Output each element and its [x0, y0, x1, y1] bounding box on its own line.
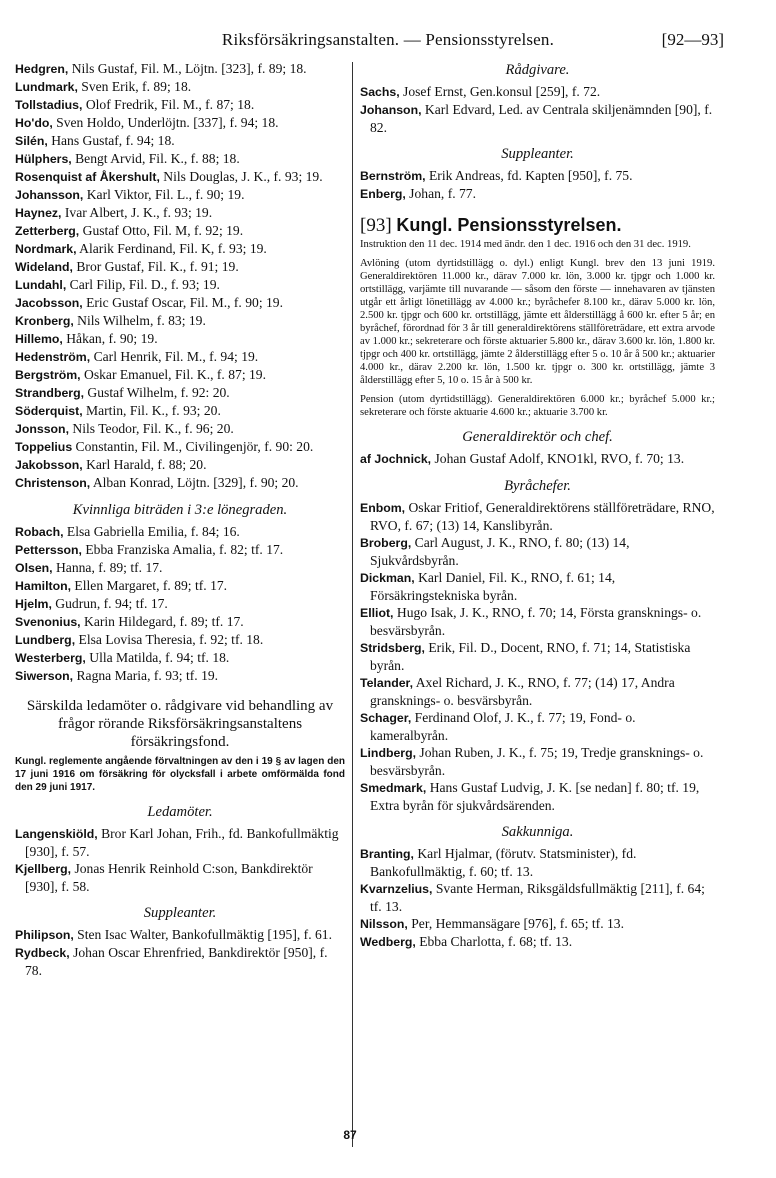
entry-surname: Nilsson, — [360, 917, 408, 931]
section-number: [93] — [360, 215, 392, 236]
page-header — [0, 22, 776, 52]
entry-surname: Enberg, — [360, 187, 406, 201]
directory-entry — [15, 420, 345, 438]
entry-surname: Toppelius — [15, 440, 73, 454]
entry-surname: Hjelm, — [15, 597, 52, 611]
entry-surname: Lundahl, — [15, 278, 67, 292]
directory-entry — [15, 523, 345, 541]
entry-surname: Sachs, — [360, 85, 400, 99]
entry-surname: Johansson, — [15, 188, 84, 202]
entry-details: Alban Konrad, Löjtn. [329], f. 90; 20. — [90, 475, 299, 490]
entry-surname: Rosenquist af Åkershult, — [15, 170, 160, 184]
entry-surname: Bergström, — [15, 368, 81, 382]
entry-surname: Rydbeck, — [15, 946, 70, 960]
directory-entry — [15, 258, 345, 276]
directory-entry — [360, 569, 715, 604]
entry-surname: Tollstadius, — [15, 98, 83, 112]
entry-surname: Nordmark, — [15, 242, 77, 256]
entry-list-generaldirektor — [360, 450, 715, 468]
section-heading-byrachefer: Byråchefer. — [504, 478, 571, 494]
entry-surname: Johanson, — [360, 103, 422, 117]
directory-entry — [360, 709, 715, 744]
entry-surname: Ho'do, — [15, 116, 53, 130]
directory-entry — [15, 456, 345, 474]
directory-entry — [360, 845, 715, 880]
entry-details: Per, Hemmansägare [976], f. 65; tf. 13. — [407, 916, 624, 931]
running-title: Riksförsäkringsanstalten. — Pensionsstyrelsen. — [221, 30, 555, 49]
section-heading-radgivare: Rådgivare. — [505, 62, 570, 78]
entry-details: Karl Daniel, Fil. K., RNO, f. 61; 14, Försäkringstekniska byrån. — [370, 570, 616, 603]
entry-surname: Enbom, — [360, 501, 406, 515]
directory-entry — [15, 438, 345, 456]
directory-entry — [15, 613, 345, 631]
entry-details: Constantin, Fil. M., Civilingenjör, f. 90: 20. — [72, 439, 314, 454]
entry-details: Bror Gustaf, Fil. K., f. 91; 19. — [72, 259, 239, 274]
section-heading-ledamoter: Ledamöter. — [147, 804, 213, 820]
entry-details: Elsa Gabriella Emilia, f. 84; 16. — [63, 524, 240, 539]
entry-details: Carl Henrik, Fil. M., f. 94; 19. — [90, 349, 259, 364]
avloning-note: Avlöning (utom dyrtidstillägg o. dyl.) enligt Kungl. brev den 13 juni 1919. Generaldirektören 11.000 kr., därav 7.000 kr. lön, 3.000 kr. tjpgr och 1.000 kr. ortstillägg, varjämte till nuvarande — såsom den förste — innehavaren av tjänsten utgår ett årligt lönetillägg av 4.000 kr.; byråchefer 8.100 kr., därav 5.000 kr. lön, 2.500 kr. tjpgr och 600 kr. ortstillägg, jämte ett ålderstillägg å 600 kr. efter 5 år; en byråchef, förordnad för 3 år till generaldirektörens ställföreträdare, ett extra arvode av 1.000 kr.; sekreterare och förste aktuarier 5.800 kr., därav 3.600 kr. lön, 1.800 kr. tjpgr och 400 kr. ortstillägg, jämte 2 ålderstillägg efter 5 o. 10 år å 500 kr.; aktuarier 4.000 kr., därav 2.200 kr. lön, 1.500 kr. tjpgr o. 300 kr. ortstillägg, jämte 3 ålderstillägg efter 5, 10 o. 15 år à 500 kr. — [360, 258, 715, 386]
entry-surname: Söderquist, — [15, 404, 83, 418]
entry-details: Axel Richard, J. K., RNO, f. 77; (14) 17, Andra gransknings- o. besvärsbyrån. — [370, 675, 675, 708]
directory-entry — [15, 944, 345, 979]
entry-details: Ebba Charlotta, f. 68; tf. 13. — [415, 934, 573, 949]
entry-details: Gudrun, f. 94; tf. 17. — [51, 596, 168, 611]
directory-entry — [360, 101, 715, 136]
entry-list-suppleant — [360, 167, 715, 203]
directory-entry — [15, 926, 345, 944]
entry-details: Ebba Franziska Amalia, f. 82; tf. 17. — [81, 542, 284, 557]
entry-details: Carl August, J. K., RNO, f. 80; (13) 14, Sjukvårdsbyrån. — [370, 535, 630, 568]
entry-surname: Siwerson, — [15, 669, 74, 683]
directory-entry — [360, 639, 715, 674]
instruktion-note: Instruktion den 11 dec. 1914 med ändr. den 1 dec. 1916 och den 31 dec. 1919. — [360, 239, 691, 250]
entry-details: Karl Edvard, Led. av Centrala skiljenämnden [90], f. 82. — [370, 102, 713, 135]
entry-details: Olof Fredrik, Fil. M., f. 87; 18. — [82, 97, 255, 112]
entry-surname: Jacobsson, — [15, 296, 83, 310]
entry-surname: Smedmark, — [360, 781, 427, 795]
entry-surname: Kjellberg, — [15, 862, 72, 876]
entry-surname: Jonsson, — [15, 422, 69, 436]
entry-details: Nils Douglas, J. K., f. 93; 19. — [159, 169, 323, 184]
entry-details: Hanna, f. 89; tf. 17. — [52, 560, 163, 575]
directory-entry — [360, 744, 715, 779]
directory-entry — [15, 577, 345, 595]
directory-entry — [360, 534, 715, 569]
entry-surname: Schager, — [360, 711, 412, 725]
entry-surname: Lundmark, — [15, 80, 78, 94]
entry-details: Karin Hildegard, f. 89; tf. 17. — [80, 614, 244, 629]
page-range: [92—93] — [661, 30, 724, 49]
entry-details: Oskar Emanuel, Fil. K., f. 87; 19. — [80, 367, 266, 382]
directory-entry — [360, 933, 715, 951]
directory-entry — [15, 78, 345, 96]
section-heading-kvinnliga: Kvinnliga biträden i 3:e lönegraden. — [72, 502, 288, 518]
entry-surname: Kvarnzelius, — [360, 882, 433, 896]
entry-surname: Kronberg, — [15, 314, 74, 328]
section-heading-suppleanter: Suppleanter. — [143, 905, 217, 921]
sarskilda-heading: Särskilda ledamöter o. rådgivare vid behandling av frågor rörande Riksförsäkringsanstaltens försäkringsfond. — [26, 698, 334, 750]
entry-details: Ulla Matilda, f. 94; tf. 18. — [85, 650, 230, 665]
entry-details: Sten Isac Walter, Bankofullmäktig [195], f. 61. — [73, 927, 332, 942]
directory-entry — [15, 631, 345, 649]
entry-details: Karl Hjalmar, (förutv. Statsminister), fd. Bankofullmäktig, f. 60; tf. 13. — [370, 846, 637, 879]
entry-details: Ivar Albert, J. K., f. 93; 19. — [61, 205, 213, 220]
entry-details: Eric Gustaf Oscar, Fil. M., f. 90; 19. — [82, 295, 283, 310]
entry-surname: Wideland, — [15, 260, 73, 274]
directory-entry — [15, 559, 345, 577]
directory-entry — [360, 880, 715, 915]
entry-surname: Hülphers, — [15, 152, 72, 166]
directory-entry — [360, 499, 715, 534]
entry-details: Jonas Henrik Reinhold C:son, Bankdirektör [930], f. 58. — [25, 861, 313, 894]
directory-entry — [360, 915, 715, 933]
entry-details: Gustaf Otto, Fil. M, f. 92; 19. — [79, 223, 244, 238]
directory-entry — [15, 222, 345, 240]
entry-surname: Westerberg, — [15, 651, 86, 665]
entry-details: Karl Harald, f. 88; 20. — [82, 457, 207, 472]
entry-surname: Hamilton, — [15, 579, 72, 593]
entry-details: Hans Gustaf, f. 94; 18. — [47, 133, 175, 148]
entry-surname: Pettersson, — [15, 543, 82, 557]
directory-entry — [15, 276, 345, 294]
entry-details: Sven Holdo, Underlöjtn. [337], f. 94; 18. — [52, 115, 279, 130]
column-divider — [352, 62, 353, 1147]
directory-entry — [15, 168, 345, 186]
entry-details: Ellen Margaret, f. 89; tf. 17. — [71, 578, 228, 593]
entry-surname: Langenskiöld, — [15, 827, 98, 841]
entry-surname: Dickman, — [360, 571, 415, 585]
entry-details: Erik, Fil. D., Docent, RNO, f. 71; 14, Statistiska byrån. — [370, 640, 691, 673]
entry-surname: Philipson, — [15, 928, 74, 942]
entry-surname: Branting, — [360, 847, 414, 861]
directory-entry — [15, 474, 345, 492]
directory-entry — [15, 132, 345, 150]
entry-surname: Elliot, — [360, 606, 394, 620]
entry-details: Carl Filip, Fil. D., f. 93; 19. — [66, 277, 220, 292]
entry-surname: Telander, — [360, 676, 414, 690]
entry-details: Josef Ernst, Gen.konsul [259], f. 72. — [399, 84, 601, 99]
entry-details: Martin, Fil. K., f. 93; 20. — [82, 403, 221, 418]
entry-surname: Stridsberg, — [360, 641, 425, 655]
directory-entry — [15, 860, 345, 895]
entry-details: Johan Gustaf Adolf, KNO1kl, RVO, f. 70; 13. — [431, 451, 685, 466]
entry-details: Ragna Maria, f. 93; tf. 19. — [73, 668, 219, 683]
entry-list-suppleanter — [15, 926, 345, 979]
directory-entry — [15, 150, 345, 168]
directory-entry — [15, 649, 345, 667]
entry-surname: Robach, — [15, 525, 64, 539]
entry-surname: af Jochnick, — [360, 452, 432, 466]
directory-entry — [15, 240, 345, 258]
entry-surname: Lundberg, — [15, 633, 76, 647]
entry-list-ledamoter — [15, 825, 345, 895]
entry-list-kvinnliga — [15, 523, 345, 685]
entry-details: Sven Erik, f. 89; 18. — [77, 79, 192, 94]
entry-details: Nils Teodor, Fil. K., f. 96; 20. — [68, 421, 234, 436]
entry-details: Johan Ruben, J. K., f. 75; 19, Tredje gransknings- o. besvärsbyrån. — [370, 745, 704, 778]
directory-entry — [360, 674, 715, 709]
directory-entry — [15, 96, 345, 114]
directory-entry — [15, 204, 345, 222]
section-93-heading — [360, 217, 715, 234]
entry-details: Johan Oscar Ehrenfried, Bankdirektör [950], f. 78. — [25, 945, 328, 978]
entry-details: Gustaf Wilhelm, f. 92: 20. — [84, 385, 230, 400]
entry-details: Johan, f. 77. — [405, 186, 477, 201]
entry-details: Elsa Lovisa Theresia, f. 92; tf. 18. — [75, 632, 264, 647]
entry-details: Karl Viktor, Fil. L., f. 90; 19. — [83, 187, 245, 202]
entry-details: Oskar Fritiof, Generaldirektörens ställföreträdare, RNO, RVO, f. 67; (13) 14, Kanslibyrån. — [370, 500, 715, 533]
directory-entry — [360, 185, 715, 203]
directory-entry — [360, 450, 715, 468]
directory-entry — [15, 114, 345, 132]
entry-details: Ferdinand Olof, J. K., f. 77; 19, Fond- o. kameralbyrån. — [370, 710, 636, 743]
entry-list-staff — [15, 60, 345, 492]
entry-surname: Svenonius, — [15, 615, 81, 629]
entry-surname: Haynez, — [15, 206, 62, 220]
directory-entry — [15, 595, 345, 613]
directory-entry — [15, 60, 345, 78]
entry-details: Hugo Isak, J. K., RNO, f. 70; 14, Första gransknings- o. besvärsbyrån. — [370, 605, 702, 638]
entry-surname: Olsen, — [15, 561, 53, 575]
directory-entry — [360, 167, 715, 185]
entry-surname: Hillemo, — [15, 332, 63, 346]
pension-note: Pension (utom dyrtidstillägg). Generaldirektören 6.000 kr.; byråchef 5.000 kr.; sekreterare och förste aktuarie 4.600 kr.; aktuarie 3.700 kr. — [360, 394, 715, 418]
entry-list-radgivare — [360, 83, 715, 136]
entry-details: Håkan, f. 90; 19. — [62, 331, 158, 346]
directory-entry — [15, 402, 345, 420]
page-number: 87 — [343, 1128, 357, 1142]
directory-entry — [15, 186, 345, 204]
entry-surname: Strandberg, — [15, 386, 85, 400]
entry-surname: Zetterberg, — [15, 224, 80, 238]
section-heading-suppleant: Suppleanter. — [501, 146, 574, 162]
section-heading-generaldirektor: Generaldirektör och chef. — [462, 429, 613, 445]
entry-list-byrachefer — [360, 499, 715, 814]
entry-details: Nils Gustaf, Fil. M., Löjtn. [323], f. 89; 18. — [68, 61, 307, 76]
directory-entry — [15, 312, 345, 330]
entry-details: Svante Herman, Riksgäldsfullmäktig [211], f. 64; tf. 13. — [370, 881, 705, 914]
entry-details: Hans Gustaf Ludvig, J. K. [se nedan] f. 80; tf. 19, Extra byrån för sjukvårdsärenden. — [370, 780, 700, 813]
directory-entry — [360, 83, 715, 101]
entry-surname: Bernström, — [360, 169, 426, 183]
directory-entry — [15, 348, 345, 366]
entry-surname: Christenson, — [15, 476, 91, 490]
directory-entry — [15, 366, 345, 384]
directory-entry — [15, 294, 345, 312]
directory-entry — [15, 330, 345, 348]
entry-list-sakkunniga — [360, 845, 715, 951]
directory-entry — [15, 384, 345, 402]
entry-details: Erik Andreas, fd. Kapten [950], f. 75. — [425, 168, 633, 183]
entry-details: Bror Karl Johan, Frih., fd. Bankofullmäktig [930], f. 57. — [25, 826, 339, 859]
section-heading-sakkunniga: Sakkunniga. — [501, 824, 574, 840]
directory-entry — [15, 825, 345, 860]
entry-details: Nils Wilhelm, f. 83; 19. — [73, 313, 206, 328]
entry-surname: Wedberg, — [360, 935, 416, 949]
directory-entry — [360, 779, 715, 814]
entry-surname: Hedgren, — [15, 62, 69, 76]
entry-details: Alarik Ferdinand, Fil. K, f. 93; 19. — [76, 241, 267, 256]
entry-details: Bengt Arvid, Fil. K., f. 88; 18. — [71, 151, 240, 166]
entry-surname: Silén, — [15, 134, 48, 148]
entry-surname: Jakobsson, — [15, 458, 83, 472]
entry-surname: Broberg, — [360, 536, 412, 550]
right-column — [360, 60, 715, 951]
directory-entry — [15, 541, 345, 559]
entry-surname: Hedenström, — [15, 350, 91, 364]
directory-entry — [360, 604, 715, 639]
kungl-reglemente-note: Kungl. reglemente angående förvaltningen av den i 19 § av lagen den 17 juni 1916 om försäkring för olycksfall i arbete omförmälda fond den 29 juni 1917. — [15, 756, 345, 793]
entry-surname: Lindberg, — [360, 746, 417, 760]
left-column — [15, 60, 345, 979]
directory-entry — [15, 667, 345, 685]
section-title: Kungl. Pensionsstyrelsen. — [396, 215, 622, 235]
